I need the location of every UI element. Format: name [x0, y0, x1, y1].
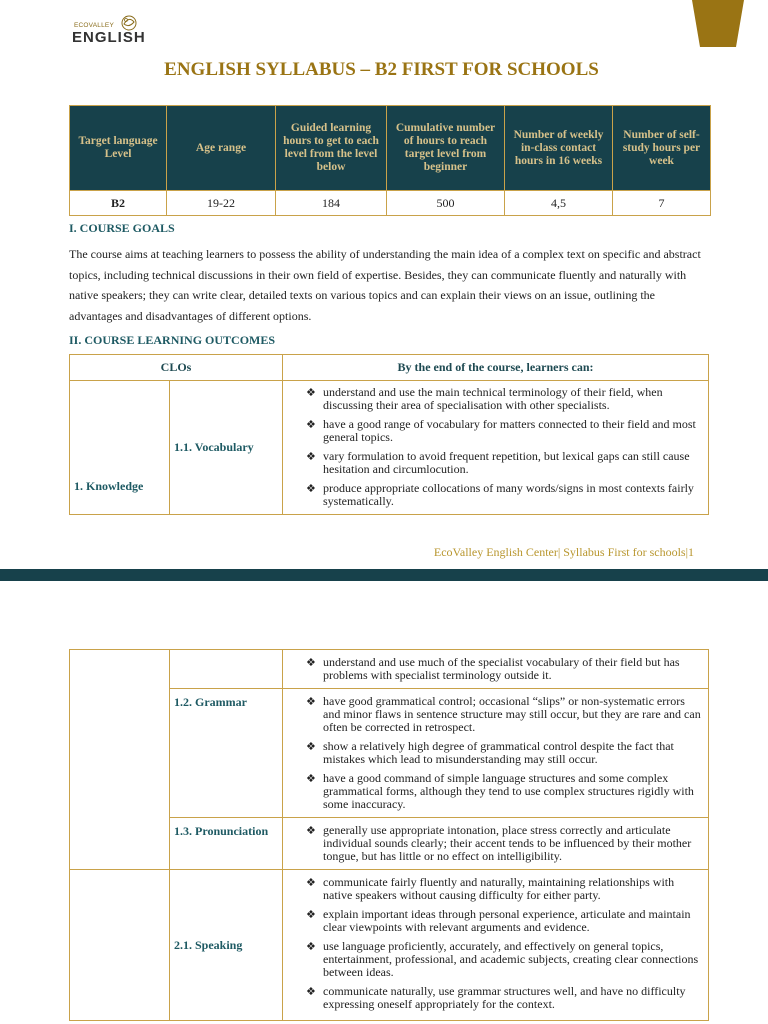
table-cell: 184: [276, 191, 387, 216]
diamond-bullet-icon: ❖: [306, 824, 316, 837]
header-cell: Age range: [167, 106, 276, 191]
summary-table: [69, 105, 711, 216]
list-item: ❖ understand and use the main technical terminology of their field, when discussing their area of specialisation with other specialists.: [306, 385, 663, 412]
pronunciation-items: [283, 818, 709, 870]
skills-cell: [70, 870, 170, 1021]
list-item: ❖ communicate fairly fluently and naturally, maintaining relationships with native speakers without causing difficulty for either party.: [306, 875, 675, 902]
knowledge-label: 1. Knowledge: [70, 381, 170, 515]
diamond-bullet-icon: ❖: [306, 482, 316, 495]
header-cell: Number of self-study hours per week: [613, 106, 711, 191]
list-item: ❖ have a good command of simple language structures and some complex grammatical forms, although they tend to use complex structures rigidly with some inaccuracy.: [306, 771, 694, 811]
table-cell: 4,5: [505, 191, 613, 216]
by-end-header: By the end of the course, learners can:: [283, 355, 709, 381]
logo-big-text: ENGLISH: [72, 29, 146, 46]
table-cell: 7: [613, 191, 711, 216]
table-row: [70, 650, 709, 689]
table-cell: 19-22: [167, 191, 276, 216]
diamond-bullet-icon: ❖: [306, 985, 316, 998]
list-item: ❖ generally use appropriate intonation, place stress correctly and articulate individual sounds clearly; their accent tends to be influenced by their mother tongue, but has little or no effect on intelligibility.: [306, 823, 692, 863]
grammar-label: 1.2. Grammar: [170, 689, 283, 818]
header-cell: Target language Level: [70, 106, 167, 191]
table-row: [70, 191, 711, 216]
outcomes-table: [69, 354, 709, 515]
ecovalley-logo: [72, 14, 152, 48]
header-cell: Cumulative number of hours to reach target level from beginner: [387, 106, 505, 191]
diamond-bullet-icon: ❖: [306, 695, 316, 708]
diamond-bullet-icon: ❖: [306, 386, 316, 399]
page-footer: EcoValley English Center| Syllabus First for schools|1: [433, 545, 694, 559]
list-item: ❖ explain important ideas through personal experience, articulate and maintain clear viewpoints with relevant arguments and evidence.: [306, 907, 691, 934]
diamond-bullet-icon: ❖: [306, 418, 316, 431]
list-item: ❖ have a good range of vocabulary for matters connected to their field and most general topics.: [306, 417, 696, 444]
pronunciation-label: 1.3. Pronunciation: [170, 818, 283, 870]
list-item: ❖ have good grammatical control; occasional “slips” or non-systematic errors and minor flaws in sentence structure may still occur, but they are rare and can often be corrected in retrospect.: [306, 694, 701, 734]
table-row: [70, 381, 709, 515]
outcomes-table-continued: [69, 649, 709, 1021]
list-item: ❖ communicate naturally, use grammar structures well, and have no difficulty expressing oneself appropriately for the context.: [306, 984, 686, 1011]
course-goals-heading: I. COURSE GOALS: [69, 221, 175, 235]
diamond-bullet-icon: ❖: [306, 740, 316, 753]
vocabulary-label: 1.1. Vocabulary: [170, 381, 283, 515]
diamond-bullet-icon: ❖: [306, 772, 316, 785]
vocabulary-cell-continued: [170, 650, 283, 689]
diamond-bullet-icon: ❖: [306, 908, 316, 921]
logo-leaf-icon: [118, 14, 140, 32]
diamond-bullet-icon: ❖: [306, 450, 316, 463]
diamond-bullet-icon: ❖: [306, 940, 316, 953]
speaking-items: [283, 870, 709, 1021]
table-cell: 500: [387, 191, 505, 216]
header-cell: Guided learning hours to get to each level from the level below: [276, 106, 387, 191]
header-cell: Number of weekly in-class contact hours in 16 weeks: [505, 106, 613, 191]
page-divider-band: [0, 569, 768, 581]
list-item: ❖ understand and use much of the specialist vocabulary of their field but has problems with specialist terminology outside it.: [306, 655, 680, 682]
course-goals-text: The course aims at teaching learners to possess the ability of understanding the main idea of a complex text on specific and abstract topics, including technical discussions in their own field of expertise. Besides, they can communicate fluently and naturally with native speakers; they can write clear, detailed texts on various topics and can explain their views on an issue, outlining the advantages and disadvantages of different options.: [69, 247, 701, 323]
grammar-items: [283, 689, 709, 818]
list-item: ❖ use language proficiently, accurately, and effectively on general topics, entertainment, professional, and academic subjects, creating clear connections between ideas.: [306, 939, 699, 979]
knowledge-cell-continued: [70, 650, 170, 870]
vocabulary-items-continued: [283, 650, 709, 689]
list-item: ❖ produce appropriate collocations of many words/signs in most contexts fairly systematically.: [306, 481, 694, 508]
corner-tab-decoration: [692, 0, 744, 48]
table-cell: B2: [70, 191, 167, 216]
list-item: ❖ vary formulation to avoid frequent repetition, but lexical gaps can still cause hesitation and circumlocution.: [306, 449, 690, 476]
page-title: ENGLISH SYLLABUS – B2 FIRST FOR SCHOOLS: [164, 59, 599, 80]
outcomes-heading: II. COURSE LEARNING OUTCOMES: [69, 333, 276, 347]
logo-small-text: ECOVALLEY: [74, 22, 114, 29]
speaking-label: 2.1. Speaking: [170, 870, 283, 1021]
clos-header: CLOs: [70, 355, 283, 381]
list-item: ❖ show a relatively high degree of grammatical control despite the fact that mistakes which lead to misunderstanding may still occur.: [306, 739, 674, 766]
vocabulary-items: [283, 381, 709, 515]
table-row: [70, 870, 709, 1021]
diamond-bullet-icon: ❖: [306, 656, 316, 669]
diamond-bullet-icon: ❖: [306, 876, 316, 889]
